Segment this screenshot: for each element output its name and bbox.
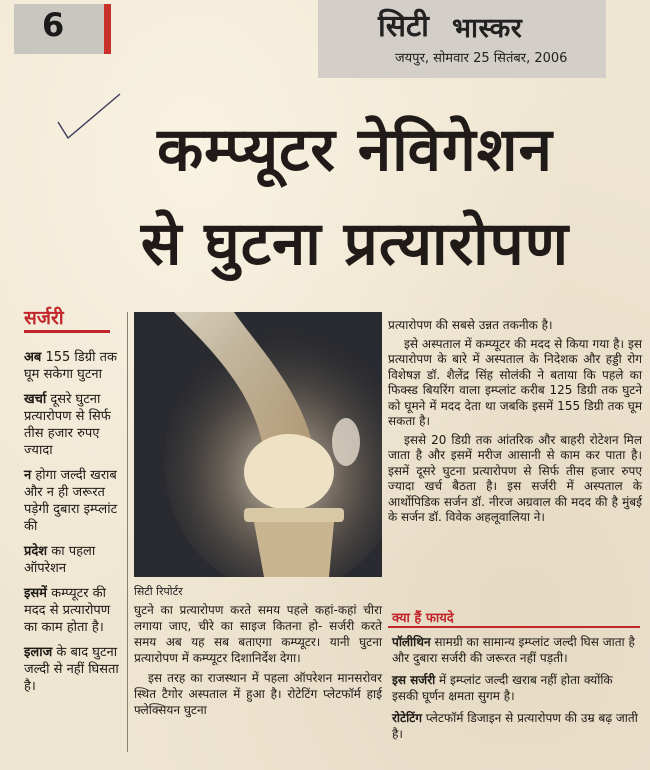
sidebar [24,307,124,703]
point-text: के बाद घुटना जल्दी से नहीं घिसता है। [24,645,119,694]
sidebar-point [24,585,124,636]
dateline: जयपुर, सोमवार 25 सितंबर, 2006 [395,51,568,66]
sidebar-point [24,349,124,383]
paragraph: इससे 20 डिग्री तक आंतरिक और बाहरी रोटेशन मिल जाता है और इसमें मरीज आसानी से काम कर पाता है। इसमें दूसरे घुटना प्रत्यारोपण से सिर्फ तीस हजार रुपए ज्यादा खर्च बैठता है। इस सर्जरी में अस्पताल के आर्थोपिडिक सर्जन डॉ. नीरज अग्रवाल की मदद की है मुंबई के सर्जन डॉ. विवेक अहलूवालिया ने। [388,432,642,524]
headline-line-1: कम्प्यूटर नेविगेशन [157,115,553,185]
sidebar-point [24,543,124,577]
point-lead: इलाज [24,645,53,660]
masthead-name: भास्कर [452,13,523,44]
benefit-item [392,710,640,742]
point-lead: इसमें [24,586,47,601]
section-tag: सर्जरी [24,310,110,333]
point-text: होगा जल्दी खराब और न ही जरूरत पड़ेगी दुबारा इम्प्लांट की [24,468,118,534]
byline: सिटी रिपोर्टर [134,585,183,598]
point-text: 155 डिग्री तक घूम सकेगा घुटना [24,350,117,382]
point-text: का पहला ऑपरेशन [24,544,96,576]
article-body-middle [134,602,382,722]
paragraph: इसे अस्पताल में कम्प्यूटर की मदद से किया गया है। इस प्रत्यारोपण के बारे में अस्पताल के निदेशक और हड्डी रोग विशेषज्ञ डॉ. शैलेंद्र सिंह सोलंकी ने बताया कि पहले का फिक्स्ड बियरिंग वाला इम्प्लांट करीब 125 डिग्री तक घुटने को घूमने में मदद देता था जबकि इसमें 155 डिग्री तक घूम सकता है। [388,336,642,428]
column-divider [127,312,128,752]
paragraph: घुटने का प्रत्यारोपण करते समय पहले कहां-कहां चीरा लगाया जाए, चीरे का साइज कितना हो- सर्जरी करते समय अब यह सब बताएगा कम्प्यूटर। यानी घुटना प्रत्यारोपण में कम्प्यूटर दिशानिर्देश देगा। [134,603,382,665]
page-number: 6 [42,6,65,44]
point-lead: प्रदेश [24,544,48,559]
paragraph: प्रत्यारोपण की सबसे उन्नत तकनीक है। [388,318,553,332]
point-text: दूसरे घुटना प्रत्यारोपण से सिर्फ तीस हजार रुपए ज्यादा [24,392,111,458]
benefit-text: प्लेटफॉर्म डिजाइन से प्रत्यारोपण की उम्र बढ़ जाती है। [392,711,638,741]
knee-xray-photo [134,312,382,577]
benefit-lead: पॉलीथिन [392,635,431,649]
paragraph: इस तरह का राजस्थान में पहला ऑपरेशन मानसरोवर स्थित टैगोर अस्पताल में हुआ है। रोटेटिंग प्लेटफॉर्म हाई फ्लेक्सियन घुटना [134,671,382,717]
benefit-lead: रोटेटिंग [392,711,422,725]
benefit-text: सामग्री का सामान्य इम्प्लांट जल्दी घिस जाता है और दुबारा सर्जरी की जरूरत नहीं पड़ती। [392,635,635,665]
sidebar-point [24,644,124,695]
masthead-city: सिटी [378,9,429,44]
benefits-title: क्या हैं फायदे [392,611,454,626]
sidebar-point [24,467,124,535]
benefits-list [392,634,640,748]
benefit-item [392,634,640,666]
point-lead: अब [24,350,42,365]
point-text: कम्प्यूटर की मदद से प्रत्यारोपण का काम होता है। [24,586,111,635]
knee-xray-image [134,312,382,577]
headline-line-2: से घुटना प्रत्यारोपण [140,209,570,279]
sidebar-point [24,391,124,459]
article-body-right [388,318,642,529]
point-lead: न [24,468,32,483]
point-lead: खर्चा [24,392,47,407]
benefits-rule [388,626,640,628]
benefit-lead: इस सर्जरी [392,673,436,687]
benefit-text: में इम्प्लांट जल्दी खराब नहीं होता क्योंकि इसकी घूर्णन क्षमता सुगम है। [392,673,613,703]
benefit-item [392,672,640,704]
